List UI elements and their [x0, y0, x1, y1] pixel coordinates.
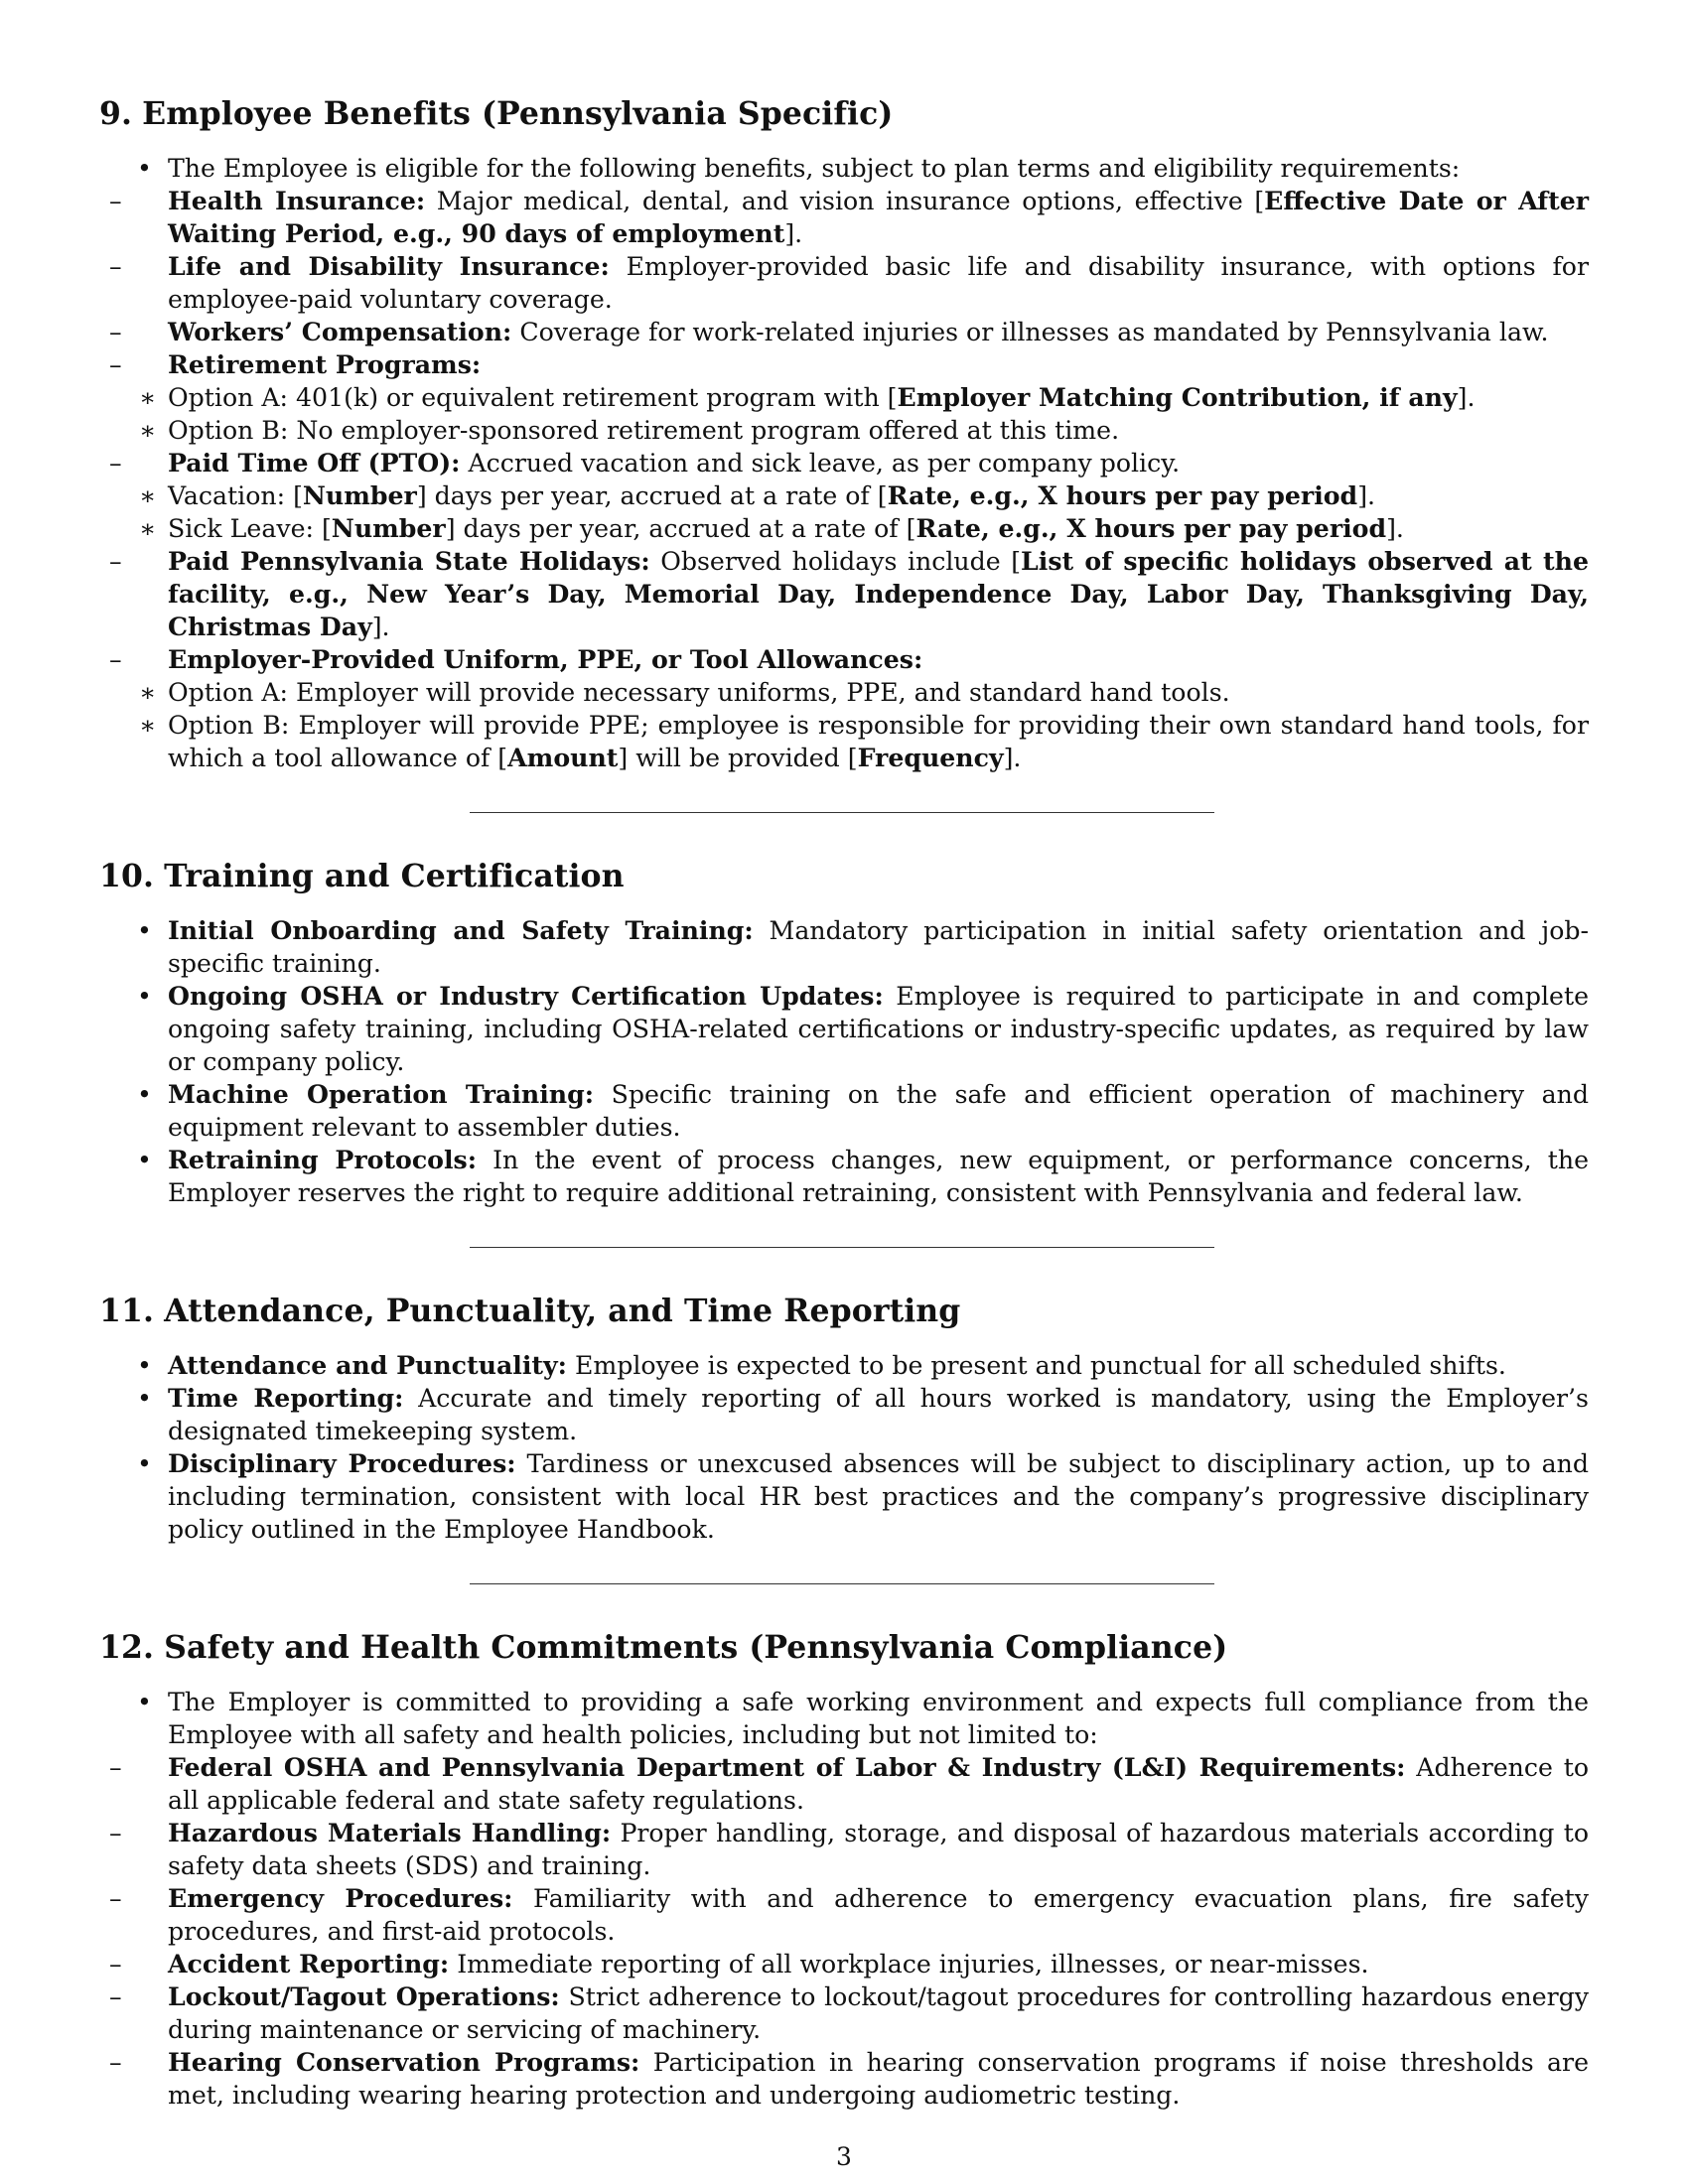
list-item: – Paid Pennsylvania State Holidays: Observed holidays include [List of specific holidays observed at the facility, e.g., New Year’s Day, Memorial Day, Independence Day, Labor Day, Thanksgiving Day, Christmas Day].	[109, 546, 1589, 641]
list-item: – Hazardous Materials Handling: Proper handling, storage, and disposal of hazardous materials according to safety data sheets (SDS) and training.	[109, 1818, 1589, 1880]
section-heading: 9. Employee Benefits (Pennsylvania Specific)	[99, 95, 894, 132]
asterisk-icon: ∗	[139, 711, 157, 740]
bullet-icon: •	[137, 1351, 152, 1380]
dash-icon: –	[109, 449, 122, 478]
bullet-icon: •	[137, 1080, 152, 1109]
list-item: – Lockout/Tagout Operations: Strict adherence to lockout/tagout procedures for controlling hazardous energy during maintenance or servicing of machinery.	[109, 1981, 1590, 2044]
section-divider	[470, 812, 1214, 813]
list-item: • Ongoing OSHA or Industry Certification Updates: Employee is required to participate in and complete ongoing safety training, including OSHA-related certifications or industry-specific updates, as required by law or company policy.	[137, 981, 1589, 1076]
list-item: – Accident Reporting: Immediate reporting of all workplace injuries, illnesses, or near-misses.	[109, 1949, 1369, 1979]
section-divider	[470, 1247, 1214, 1248]
dash-icon: –	[109, 1950, 122, 1979]
list-item: – Hearing Conservation Programs: Participation in hearing conservation programs if noise thresholds are met, including wearing hearing protection and undergoing audiometric testing.	[109, 2047, 1589, 2110]
dash-icon: –	[109, 1753, 122, 1782]
dash-icon: –	[109, 350, 122, 379]
bullet-icon: •	[137, 982, 152, 1011]
dash-icon: –	[109, 187, 122, 215]
list-item: ∗ Option A: Employer will provide necessary uniforms, PPE, and standard hand tools.	[139, 678, 1230, 707]
dash-icon: –	[109, 1819, 122, 1847]
list-item: – Life and Disability Insurance: Employer-provided basic life and disability insurance, with options for employee-paid voluntary coverage.	[109, 251, 1589, 314]
list-item: ∗ Option B: Employer will provide PPE; employee is responsible for providing their own standard hand tools, for which a tool allowance of [Amount] will be provided [Frequency].	[139, 711, 1589, 772]
list-item: • Time Reporting: Accurate and timely reporting of all hours worked is mandatory, using the Employer’s designated timekeeping system.	[137, 1383, 1589, 1445]
bullet-icon: •	[137, 154, 152, 183]
dash-icon: –	[109, 318, 122, 346]
section-training-certification	[99, 857, 1589, 1209]
dash-icon: –	[109, 252, 122, 281]
section-safety-health	[99, 1628, 1589, 2112]
bullet-icon: •	[137, 1146, 152, 1174]
list-item: • Initial Onboarding and Safety Training: Mandatory participation in initial safety orientation and job-specific training.	[137, 915, 1589, 978]
dash-icon: –	[109, 645, 122, 674]
list-item: • Attendance and Punctuality: Employee is expected to be present and punctual for all scheduled shifts.	[137, 1350, 1506, 1380]
list-item: • The Employer is committed to providing a safe working environment and expects full compliance from the Employee with all safety and health policies, including but not limited to: – Federal OSHA and Pennsylvania Department of Labor & Industry (L&I) Requirements: Adherence to all applicable federal and state safety regulations. – Hazardous Materials Handling: Proper handling, storage, and disposal of hazardous materials according to safety data sheets (SDS) and training. – Emergency Procedures: Familiarity with and adherence to emergency evacuation plans, fire safety procedures, and first-aid protocols. – Accident Reporting: Immediate reporting of all workplace injuries, illnesses, or near-misses. – Lockout/Tagout Operations: Strict adherence to lockout/tagout procedures for controlling hazardous energy during maintenance or servicing of machinery. – Hearing Conservation Programs: Participation in hearing conservation programs if noise thresholds are met, including wearing hearing protection and undergoing audiometric testing.	[109, 1688, 1590, 2110]
list-item: ∗ Option B: No employer-sponsored retirement program offered at this time.	[139, 416, 1120, 445]
section-employee-benefits	[99, 94, 1589, 774]
section-heading: 12. Safety and Health Commitments (Pennsylvania Compliance)	[99, 1629, 1228, 1666]
list-item: – Paid Time Off (PTO): Accrued vacation and sick leave, as per company policy. ∗ Vacation: [Number] days per year, accrued at a rate of [Rate, e.g., X hours per pay period]. ∗ Sick Leave: [Number] days per year, accrued at a rate of [Rate, e.g., X hours per pay period].	[109, 447, 1589, 545]
bullet-icon: •	[137, 1688, 152, 1716]
bullet-icon: •	[137, 1449, 152, 1478]
section-attendance	[99, 1292, 1589, 1546]
list-item: – Workers’ Compensation: Coverage for work-related injuries or illnesses as mandated by Pennsylvania law.	[109, 317, 1549, 346]
asterisk-icon: ∗	[139, 481, 157, 510]
bullet-icon: •	[137, 916, 152, 945]
list-item: • Machine Operation Training: Specific training on the safe and efficient operation of machinery and equipment relevant to assembler duties.	[137, 1079, 1589, 1142]
list-item: – Federal OSHA and Pennsylvania Department of Labor & Industry (L&I) Requirements: Adherence to all applicable federal and state safety regulations.	[109, 1752, 1589, 1815]
page-number: 3	[836, 2142, 852, 2171]
list-item: – Emergency Procedures: Familiarity with and adherence to emergency evacuation plans, fire safety procedures, and first-aid protocols.	[109, 1883, 1589, 1946]
list-item: • Retraining Protocols: In the event of process changes, new equipment, or performance concerns, the Employer reserves the right to require additional retraining, consistent with Pennsylvania and federal law.	[137, 1145, 1589, 1207]
asterisk-icon: ∗	[139, 514, 157, 543]
asterisk-icon: ∗	[139, 383, 157, 412]
dash-icon: –	[109, 1884, 122, 1913]
dash-icon: –	[109, 1982, 122, 2011]
asterisk-icon: ∗	[139, 678, 157, 707]
list-item: • Disciplinary Procedures: Tardiness or unexcused absences will be subject to disciplinary action, up to and including termination, consistent with local HR best practices and the company’s progressive disciplinary policy outlined in the Employee Handbook.	[137, 1448, 1589, 1544]
section-heading: 11. Attendance, Punctuality, and Time Reporting	[99, 1293, 961, 1329]
section-divider	[470, 1583, 1214, 1584]
list-item: ∗ Sick Leave: [Number] days per year, accrued at a rate of [Rate, e.g., X hours per pay period].	[139, 513, 1404, 543]
section-heading: 10. Training and Certification	[99, 858, 625, 894]
bullet-icon: •	[137, 1384, 152, 1413]
list-item: – Health Insurance: Major medical, dental, and vision insurance options, effective [Effective Date or After Waiting Period, e.g., 90 days of employment].	[109, 186, 1589, 248]
dash-icon: –	[109, 2048, 122, 2077]
list-item: ∗ Vacation: [Number] days per year, accrued at a rate of [Rate, e.g., X hours per pay period].	[139, 480, 1376, 510]
asterisk-icon: ∗	[139, 416, 157, 445]
list-item: ∗ Option A: 401(k) or equivalent retirement program with [Employer Matching Contribution, if any].	[139, 382, 1476, 412]
dash-icon: –	[109, 547, 122, 576]
list-item: • The Employee is eligible for the following benefits, subject to plan terms and eligibility requirements: – Health Insurance: Major medical, dental, and vision insurance options, effective [Effective Date or After Waiting Period, e.g., 90 days of employment]. – Life and Disability Insurance: Employer-provided basic life and disability insurance, with options for employee-paid voluntary coverage. – Workers’ Compensation: Coverage for work-related injuries or illnesses as mandated by Pennsylvania law. – Retirement Programs: ∗ Option A: 401(k) or equivalent retirement program with [Employer Matching Contribution, if any]. ∗ Option B: No employer-sponsored retirement program offered at this time. – Paid Time Off (PTO): Accrued vacation and sick leave, as per company policy. ∗ Vacation: [Number] days per year, accrued at a rate of [Rate, e.g., X hours per pay period]. ∗ Sick Leave: [Number] days per year, accrued at a rate of [Rate, e.g., X hours per pay period]. – Paid Pennsylvania State Holidays: Observed holidays include [List of specific holidays observed at the facility, e.g., New Year’s Day, Memorial Day, Independence Day, Labor Day, Thanksgiving Day, Christmas Day]. – Employer-Provided Uniform, PPE, or Tool Allowances: ∗ Option A: Employer will provide necessary uniforms, PPE, and standard hand tools. ∗ Option B: Employer will provide PPE; employee is responsible for providing their own standard hand tools, for which a tool allowance of [Amount] will be provided [Frequency].	[109, 154, 1589, 772]
document-page	[99, 94, 1589, 2112]
list-item: – Employer-Provided Uniform, PPE, or Tool Allowances: ∗ Option A: Employer will provide necessary uniforms, PPE, and standard hand tools. ∗ Option B: Employer will provide PPE; employee is responsible for providing their own standard hand tools, for which a tool allowance of [Amount] will be provided [Frequency].	[109, 644, 1589, 772]
list-item: – Retirement Programs: ∗ Option A: 401(k) or equivalent retirement program with [Employer Matching Contribution, if any]. ∗ Option B: No employer-sponsored retirement program offered at this time.	[109, 348, 1589, 447]
